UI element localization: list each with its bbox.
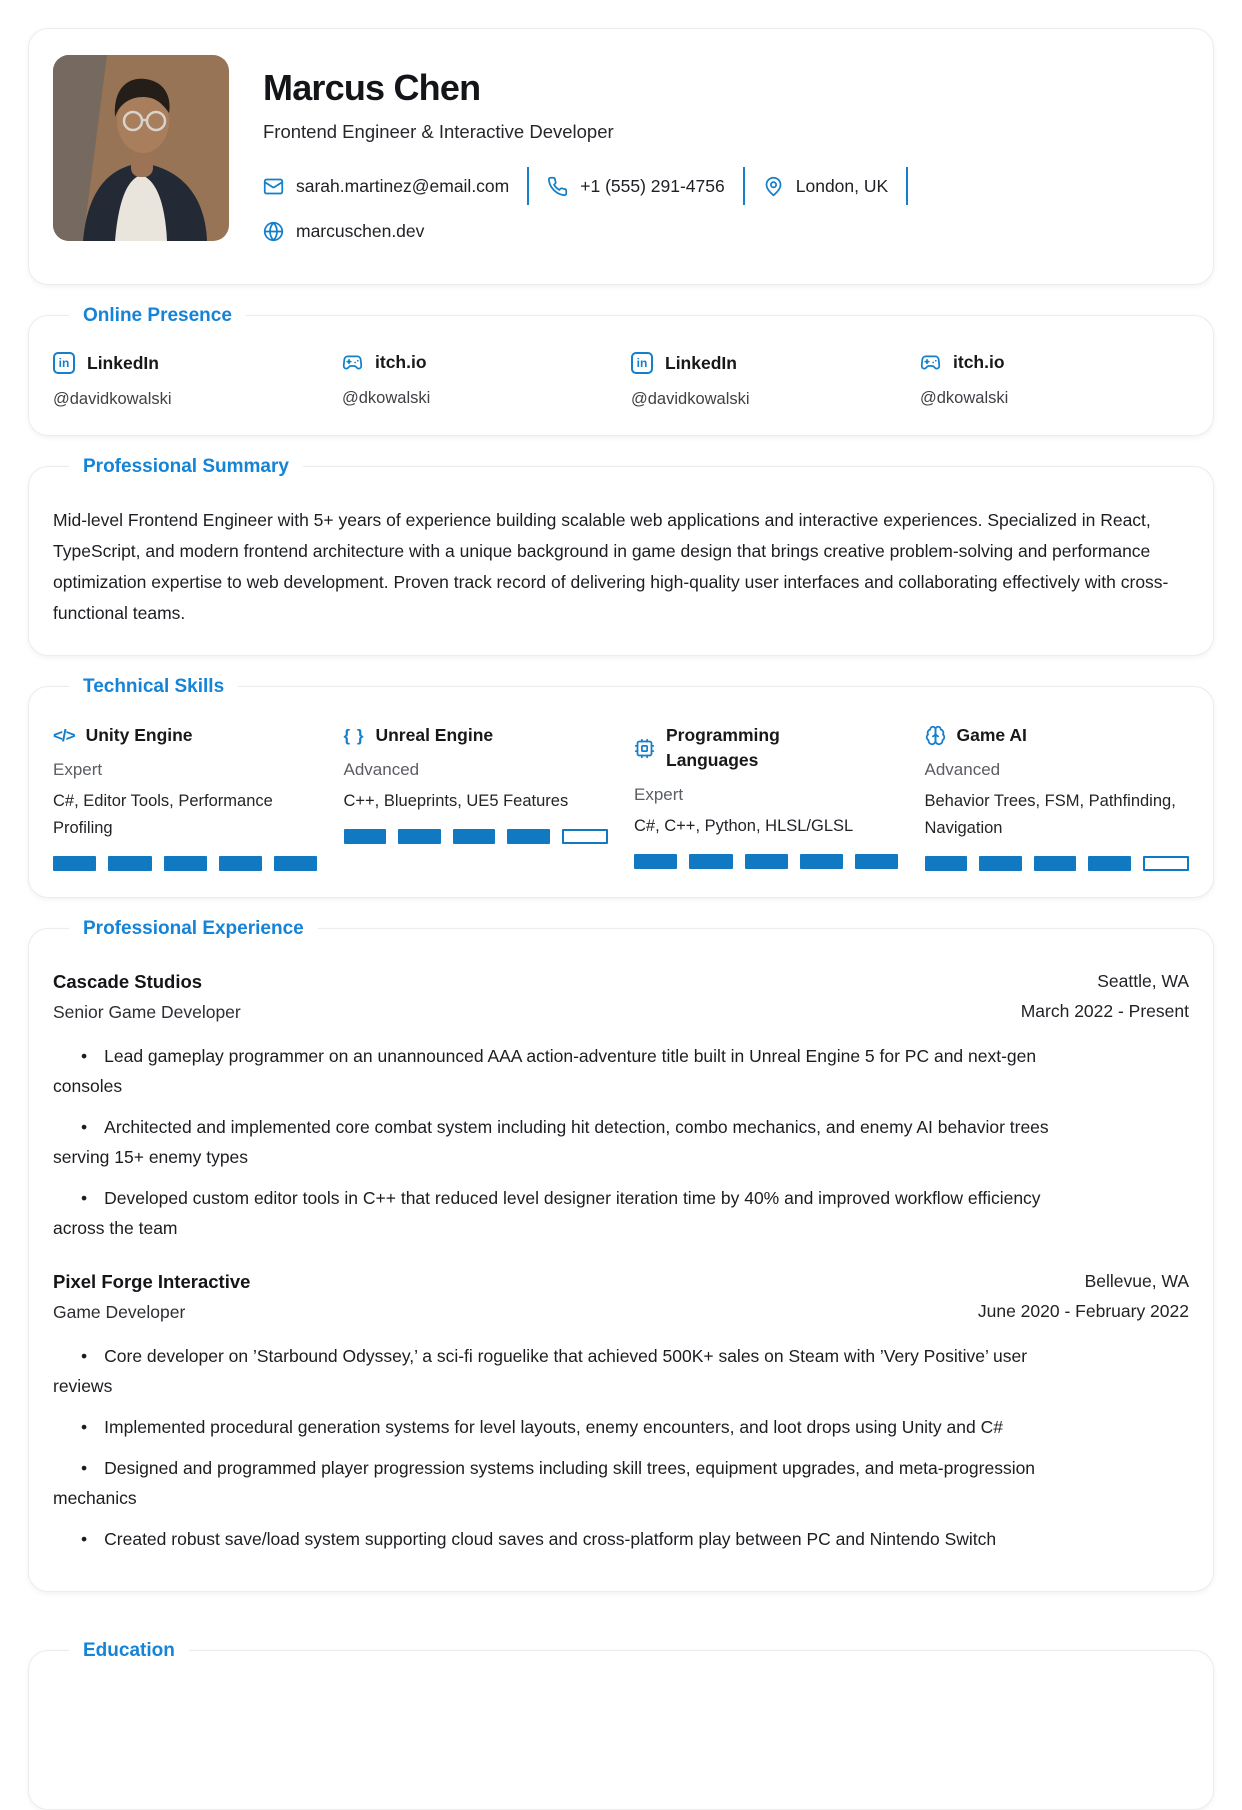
skill-level: Expert xyxy=(53,760,103,779)
skill-bar-segment xyxy=(164,856,207,871)
skill-bar-segment xyxy=(634,854,677,869)
code-icon xyxy=(53,726,75,746)
skill-header xyxy=(53,723,318,748)
phone-contact xyxy=(547,176,725,197)
braces-icon xyxy=(344,726,365,746)
bullet-item: • Lead gameplay programmer on an unannounced AAA action-adventure title built in Unreal Engine 5 for PC and next-gen consoles xyxy=(53,1041,1053,1101)
skill-detail: C#, Editor Tools, Performance Profiling xyxy=(53,792,273,837)
online-presence-item xyxy=(920,352,1189,409)
mail-icon xyxy=(263,176,284,197)
job-right xyxy=(978,1271,1189,1322)
job-dates: March 2022 - Present xyxy=(1020,1001,1189,1021)
website-text: marcuschen.dev xyxy=(296,221,425,241)
skill-header xyxy=(634,723,899,773)
bullet-item: • Developed custom editor tools in C++ that reduced level designer iteration time by 40% and improved workflow efficiency across the team xyxy=(53,1183,1053,1243)
skill-level: Advanced xyxy=(924,760,1001,779)
summary-text: Mid-level Frontend Engineer with 5+ years of experience building scalable web applications and interactive experiences. Specialized in React, TypeScript, and modern frontend architecture with a unique background in game design that brings creative problem-solving and performance optimization expertise to web development. Proven track record of delivering high-quality user interfaces and collaborating effectively with cross-functional teams. xyxy=(53,510,1169,623)
skill-detail: C#, C++, Python, HLSL/GLSL xyxy=(634,817,854,835)
skill-card xyxy=(925,723,1190,871)
platform-label: LinkedIn xyxy=(87,352,159,373)
profile-photo-placeholder xyxy=(53,55,229,241)
job-bullets xyxy=(53,1341,1053,1554)
skill-bar-segment xyxy=(274,856,317,871)
job-right xyxy=(1021,971,1189,1022)
platform-row xyxy=(53,352,322,374)
bullet-item: • Designed and programmed player progression systems including skill trees, equipment upgrades, and meta-progression mechanics xyxy=(53,1453,1053,1513)
technical-skills-section xyxy=(28,676,1214,898)
section-title-professional-experience: Professional Experience xyxy=(69,915,318,943)
job-role: Game Developer xyxy=(53,1302,186,1322)
skill-bar xyxy=(925,856,1190,871)
job-header xyxy=(53,971,1189,1023)
section-title-professional-summary: Professional Summary xyxy=(69,453,303,481)
platform-handle: @dkowalski xyxy=(920,389,1009,407)
skill-bar-segment xyxy=(745,854,788,869)
platform-row xyxy=(342,352,611,373)
bullet-item: • Implemented procedural generation systems for level layouts, enemy encounters, and loot drops using Unity and C# xyxy=(53,1412,1053,1442)
platform-handle: @davidkowalski xyxy=(631,390,750,408)
section-title-education: Education xyxy=(69,1637,189,1665)
platform-label: itch.io xyxy=(375,352,427,372)
education-section xyxy=(28,1640,1214,1810)
skill-detail: Behavior Trees, FSM, Pathfinding, Navigation xyxy=(924,792,1176,837)
skill-detail: C++, Blueprints, UE5 Features xyxy=(343,792,569,810)
online-presence-grid xyxy=(53,352,1189,409)
person-title: Frontend Engineer & Interactive Developer xyxy=(263,121,614,142)
skill-bar-segment xyxy=(53,856,96,871)
job-bullets xyxy=(53,1041,1053,1243)
skill-bar-segment xyxy=(507,829,550,844)
job-entry xyxy=(53,971,1189,1243)
company-name: Pixel Forge Interactive xyxy=(53,1271,251,1292)
contact-divider xyxy=(743,167,745,205)
job-location: Seattle, WA xyxy=(1097,971,1189,991)
skill-bar-segment xyxy=(1034,856,1077,871)
skill-bar xyxy=(344,829,609,844)
linkedin-icon xyxy=(53,352,75,374)
job-dates: June 2020 - February 2022 xyxy=(977,1301,1189,1321)
skill-bar-segment xyxy=(689,854,732,869)
job-left xyxy=(53,971,241,1023)
skill-bar-segment xyxy=(108,856,151,871)
skill-header xyxy=(344,723,609,748)
phone-icon xyxy=(547,176,568,197)
platform-handle: @dkowalski xyxy=(342,389,431,407)
header-card xyxy=(28,28,1214,285)
skill-name: Programming Languages xyxy=(666,725,780,770)
skills-grid xyxy=(53,723,1189,871)
section-title-technical-skills: Technical Skills xyxy=(69,673,238,701)
skill-name: Unreal Engine xyxy=(375,725,494,745)
online-presence-section xyxy=(28,305,1214,436)
contact-row-primary xyxy=(263,167,1189,205)
skill-card xyxy=(344,723,609,871)
skill-bar-segment xyxy=(979,856,1022,871)
platform-label: LinkedIn xyxy=(665,352,737,373)
email-text: sarah.martinez@email.com xyxy=(296,175,510,196)
skill-card xyxy=(634,723,899,871)
skill-bar xyxy=(53,856,318,871)
skill-name: Unity Engine xyxy=(85,725,193,745)
skill-name: Game AI xyxy=(956,725,1027,745)
globe-icon xyxy=(263,221,284,242)
location-contact xyxy=(763,176,888,197)
job-header xyxy=(53,1271,1189,1323)
bullet-item: • Created robust save/load system supporting cloud saves and cross-platform play between PC and Nintendo Switch xyxy=(53,1524,1053,1554)
skill-header xyxy=(925,723,1190,748)
skill-bar-segment xyxy=(453,829,496,844)
skill-bar-segment xyxy=(398,829,441,844)
skill-bar-segment xyxy=(344,829,387,844)
profile-photo xyxy=(53,55,229,241)
skill-bar-segment xyxy=(562,829,609,844)
skill-level: Advanced xyxy=(343,760,420,779)
platform-handle: @davidkowalski xyxy=(53,390,172,408)
location-text: London, UK xyxy=(795,175,889,196)
linkedin-icon xyxy=(631,352,653,374)
platform-row xyxy=(920,352,1189,373)
professional-experience-section xyxy=(28,918,1214,1592)
person-name: Marcus Chen xyxy=(263,67,481,108)
email-contact xyxy=(263,176,509,197)
bullet-item: • Core developer on ’Starbound Odyssey,’ a sci-fi roguelike that achieved 500K+ sales on Steam with ’Very Positive’ user reviews xyxy=(53,1341,1053,1401)
online-presence-item xyxy=(53,352,322,409)
section-title-online-presence: Online Presence xyxy=(69,302,246,330)
cpu-chip-icon xyxy=(634,738,655,759)
gamepad-icon xyxy=(920,352,941,373)
skill-bar-segment xyxy=(1088,856,1131,871)
skill-bar xyxy=(634,854,899,869)
company-name: Cascade Studios xyxy=(53,971,203,992)
contact-divider xyxy=(906,167,908,205)
skill-bar-segment xyxy=(925,856,968,871)
skill-level: Expert xyxy=(634,785,684,804)
job-entry xyxy=(53,1271,1189,1554)
brain-icon xyxy=(925,725,946,746)
job-role: Senior Game Developer xyxy=(53,1002,241,1022)
gamepad-icon xyxy=(342,352,363,373)
job-location: Bellevue, WA xyxy=(1084,1271,1189,1291)
online-presence-item xyxy=(342,352,611,409)
skill-bar-segment xyxy=(219,856,262,871)
map-pin-icon xyxy=(763,176,784,197)
professional-summary-section xyxy=(28,456,1214,656)
phone-text: +1 (555) 291-4756 xyxy=(580,175,725,196)
contact-divider xyxy=(527,167,529,205)
skill-bar-segment xyxy=(855,854,898,869)
skill-bar-segment xyxy=(800,854,843,869)
contact-row-secondary xyxy=(263,221,1189,242)
platform-label: itch.io xyxy=(953,352,1005,372)
skill-card xyxy=(53,723,318,871)
job-left xyxy=(53,1271,250,1323)
online-presence-item xyxy=(631,352,900,409)
skill-bar-segment xyxy=(1143,856,1190,871)
bullet-item: • Architected and implemented core combat system including hit detection, combo mechanics, and enemy AI behavior trees serving 15+ enemy types xyxy=(53,1112,1053,1172)
platform-row xyxy=(631,352,900,374)
website-contact xyxy=(263,221,424,242)
header-info xyxy=(263,55,1189,258)
